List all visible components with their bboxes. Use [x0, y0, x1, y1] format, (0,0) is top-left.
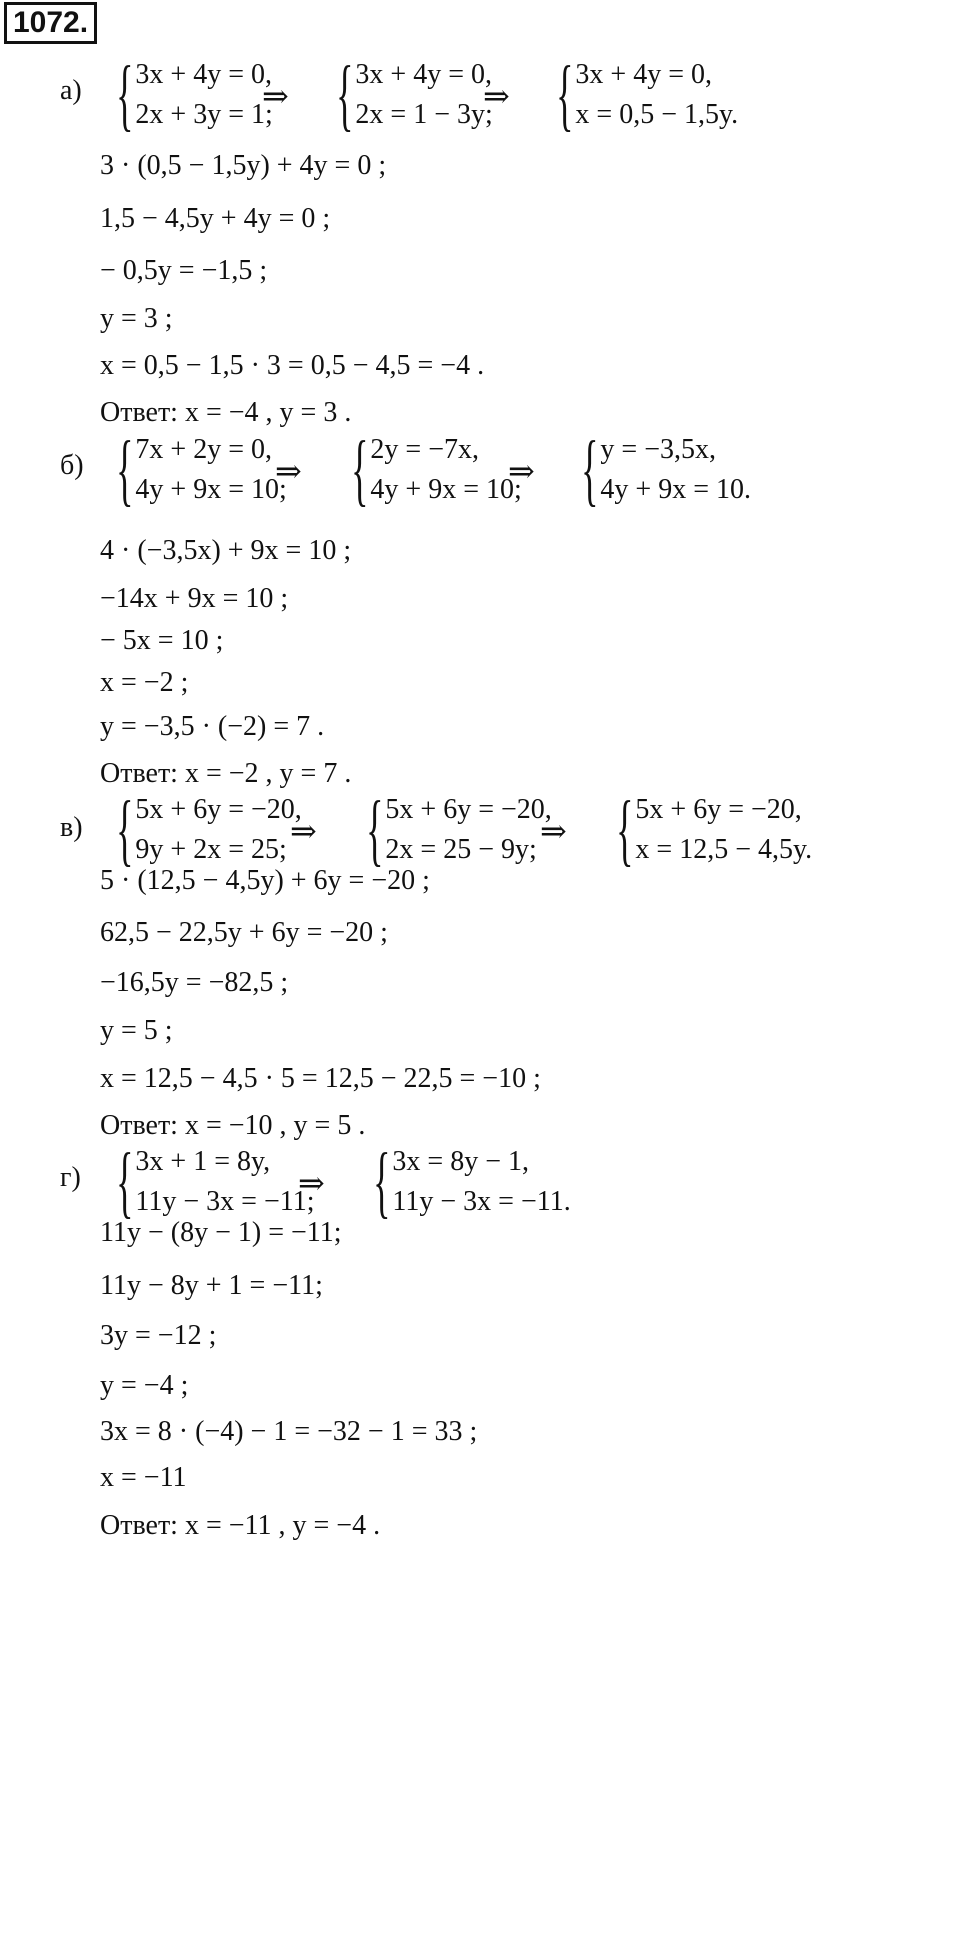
equation-system [535, 51, 739, 139]
solution-step: − 0,5y = −1,5 ; [100, 255, 268, 286]
equation-system [95, 1138, 315, 1226]
answer-line: Ответ: x = −2 , y = 7 . [100, 758, 352, 789]
part-label: а) [60, 75, 82, 106]
implies-arrow-icon: ⇒ [262, 78, 289, 114]
system-equation: 3x + 4y = 0, [355, 59, 492, 90]
system-equation: 7x + 2y = 0, [135, 434, 272, 465]
solution-step: y = 5 ; [100, 1015, 173, 1046]
system-equation: x = 12,5 − 4,5y. [635, 834, 813, 865]
system-equation: y = −3,5x, [600, 434, 716, 465]
answer-line: Ответ: x = −11 , y = −4 . [100, 1510, 381, 1541]
brace-icon: { [366, 786, 384, 874]
brace-icon: { [351, 426, 369, 514]
brace-icon: { [581, 426, 599, 514]
answer-line: Ответ: x = −10 , y = 5 . [100, 1110, 366, 1141]
brace-icon: { [336, 51, 354, 139]
equation-system [95, 786, 302, 874]
implies-arrow-icon: ⇒ [298, 1165, 325, 1201]
system-lines [385, 790, 551, 870]
solution-step: −16,5y = −82,5 ; [100, 967, 289, 998]
system-equation: 2x = 25 − 9y; [385, 834, 537, 865]
solution-step: 11y − 8y + 1 = −11; [100, 1270, 323, 1301]
equation-system [95, 51, 273, 139]
part-label: в) [60, 812, 83, 843]
solution-step: 5 · (12,5 − 4,5y) + 6y = −20 ; [100, 865, 430, 896]
system-lines [392, 1142, 570, 1222]
system-equation: 4y + 9x = 10; [370, 474, 522, 505]
system-lines [135, 790, 301, 870]
equation-system [352, 1138, 571, 1226]
equation-system [95, 426, 287, 514]
solution-step: 1,5 − 4,5y + 4y = 0 ; [100, 203, 331, 234]
equation-system [345, 786, 552, 874]
system-lines [135, 430, 286, 510]
part-label: г) [60, 1162, 81, 1193]
system-lines [355, 55, 492, 135]
system-equation: 2x = 1 − 3y; [355, 99, 493, 130]
part-label: б) [60, 450, 84, 481]
implies-arrow-icon: ⇒ [275, 453, 302, 489]
answer-line: Ответ: x = −4 , y = 3 . [100, 397, 352, 428]
system-equation: 5x + 6y = −20, [635, 794, 802, 825]
solution-step: x = 12,5 − 4,5 · 5 = 12,5 − 22,5 = −10 ; [100, 1063, 541, 1094]
solution-step: y = 3 ; [100, 303, 173, 334]
solution-step: 62,5 − 22,5y + 6y = −20 ; [100, 917, 388, 948]
system-lines [635, 790, 812, 870]
system-equation: 11y − 3x = −11; [135, 1186, 315, 1217]
solution-step: −14x + 9x = 10 ; [100, 583, 289, 614]
solution-step: x = 0,5 − 1,5 · 3 = 0,5 − 4,5 = −4 . [100, 350, 485, 381]
implies-arrow-icon: ⇒ [290, 813, 317, 849]
system-equation: 4y + 9x = 10. [600, 474, 751, 505]
system-equation: 11y − 3x = −11. [392, 1186, 571, 1217]
system-equation: 3x + 1 = 8y, [135, 1146, 271, 1177]
brace-icon: { [116, 1138, 134, 1226]
problem-number: 1072. [4, 2, 97, 44]
solution-step: 3x = 8 · (−4) − 1 = −32 − 1 = 33 ; [100, 1416, 478, 1447]
equation-system [560, 426, 751, 514]
system-equation: 2y = −7x, [370, 434, 479, 465]
solution-step: 3 · (0,5 − 1,5y) + 4y = 0 ; [100, 150, 387, 181]
implies-arrow-icon: ⇒ [508, 453, 535, 489]
system-equation: 3x + 4y = 0, [575, 59, 712, 90]
equation-system [315, 51, 493, 139]
brace-icon: { [116, 51, 134, 139]
system-equation: x = 0,5 − 1,5y. [575, 99, 739, 130]
solution-step: y = −4 ; [100, 1370, 189, 1401]
brace-icon: { [116, 426, 134, 514]
system-lines [135, 55, 272, 135]
brace-icon: { [373, 1138, 391, 1226]
brace-icon: { [116, 786, 134, 874]
implies-arrow-icon: ⇒ [483, 78, 510, 114]
solution-step: 11y − (8y − 1) = −11; [100, 1217, 342, 1248]
system-equation: 5x + 6y = −20, [385, 794, 552, 825]
implies-arrow-icon: ⇒ [540, 813, 567, 849]
system-lines [370, 430, 521, 510]
system-equation: 9y + 2x = 25; [135, 834, 287, 865]
system-lines [135, 1142, 314, 1222]
solution-step: y = −3,5 · (−2) = 7 . [100, 711, 325, 742]
brace-icon: { [616, 786, 634, 874]
system-equation: 3x = 8y − 1, [392, 1146, 529, 1177]
system-equation: 4y + 9x = 10; [135, 474, 287, 505]
system-equation: 2x + 3y = 1; [135, 99, 273, 130]
system-lines [575, 55, 738, 135]
solution-step: − 5x = 10 ; [100, 625, 224, 656]
solution-step: x = −11 [100, 1462, 187, 1493]
solution-step: 4 · (−3,5x) + 9x = 10 ; [100, 535, 352, 566]
solution-step: x = −2 ; [100, 667, 189, 698]
system-equation: 5x + 6y = −20, [135, 794, 302, 825]
brace-icon: { [556, 51, 574, 139]
solution-step: 3y = −12 ; [100, 1320, 217, 1351]
system-equation: 3x + 4y = 0, [135, 59, 272, 90]
equation-system [595, 786, 813, 874]
system-lines [600, 430, 751, 510]
equation-system [330, 426, 522, 514]
